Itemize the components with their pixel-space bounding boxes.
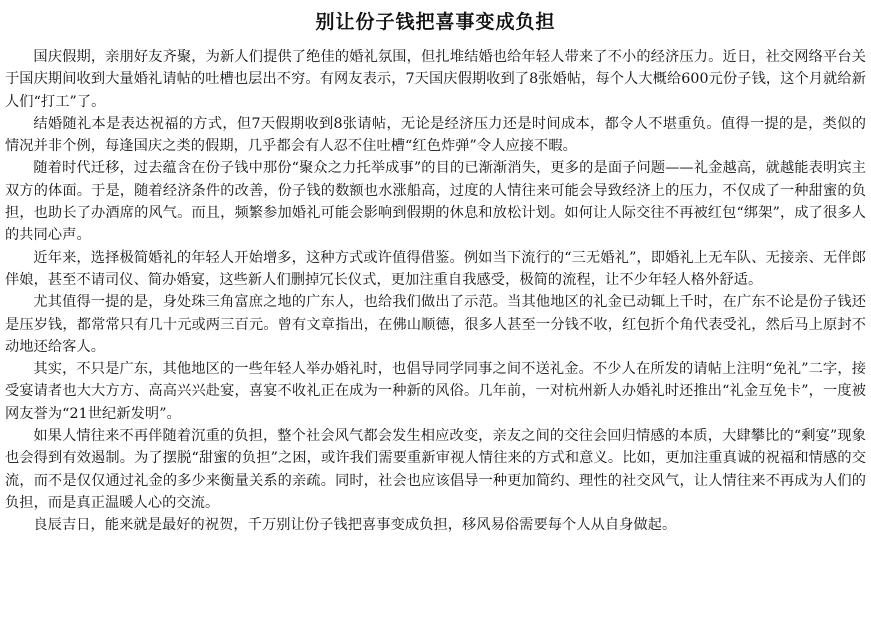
article-paragraph: 国庆假期，亲朋好友齐聚，为新人们提供了绝佳的婚礼氛围，但扎堆结婚也给年轻人带来了不小的经济压力。近日，社交网络平台关于国庆期间收到大量婚礼请帖的吐槽也层出不穷。有网友表示，7天国庆假期收到了8张婚帖，每个人大概给600元份子钱，这个月就给新人们“打工”了。 bbox=[5, 49, 866, 110]
article-paragraph: 结婚随礼本是表达祝福的方式，但7天假期收到8张请帖，无论是经济压力还是时间成本，都令人不堪重负。值得一提的是，类似的情况并非个例，每逢国庆之类的假期，几乎都会有人忍不住吐槽“红色炸弹”令人应接不暇。 bbox=[5, 115, 866, 155]
article-title: 别让份子钱把喜事变成负担 bbox=[315, 11, 556, 33]
article-paragraph: 尤其值得一提的是，身处珠三角富庶之地的广东人，也给我们做出了示范。当其他地区的礼金已动辄上千时，在广东不论是份子钱还是压岁钱，都常常只有几十元或两三百元。曾有文章指出，在佛山顺德，很多人甚至一分钱不收，红包折个角代表受礼，然后马上原封不动地还给客人。 bbox=[5, 294, 866, 355]
article-paragraph: 其实，不只是广东，其他地区的一些年轻人举办婚礼时，也倡导同学同事之间不送礼金。不少人在所发的请帖上注明“免礼”二字，接受宴请者也大大方方、高高兴兴赴宴，喜宴不收礼正在成为一种新的风俗。几年前，一对杭州新人办婚礼时还推出“礼金互免卡”，一度被网友誉为“21世纪新发明”。 bbox=[5, 361, 866, 422]
article-paragraph: 近年来，选择极简婚礼的年轻人开始增多，这种方式或许值得借鉴。例如当下流行的“三无婚礼”，即婚礼上无车队、无接亲、无伴郎伴娘，甚至不请司仪、简办婚宴，这些新人们删掉冗长仪式，更加注重自我感受，极简的流程，让不少年轻人格外舒适。 bbox=[5, 249, 866, 288]
article-paragraph: 随着时代迁移，过去蕴含在份子钱中那份“聚众之力托举成事”的目的已渐渐消失，更多的是面子问题——礼金越高，就越能表明宾主双方的体面。于是，随着经济条件的改善，份子钱的数额也水涨船高，过度的人情往来可能会导致经济上的压力，不仅成了一种甜蜜的负担，也助长了办酒席的风气。而且，频繁参加婚礼可能会影响到假期的休息和放松计划。如何让人际交往不再被红包“绑架”，成了很多人的共同心声。 bbox=[5, 160, 866, 244]
article-paragraph: 如果人情往来不再伴随着沉重的负担，整个社会风气都会发生相应改变，亲友之间的交往会回归情感的本质，大肆攀比的“剩宴”现象也会得到有效遏制。为了摆脱“甜蜜的负担”之困，或许我们需要重新审视人情往来的方式和意义。比如，更加注重真诚的祝福和情感的交流，而不是仅仅通过礼金的多少来衡量关系的亲疏。同时，社会也应该倡导一种更加简约、理性的社交风气，让人情往来不再成为人们的负担，而是真正温暖人心的交流。 bbox=[5, 428, 866, 511]
article-paragraph: 良辰吉日，能来就是最好的祝贺，千万别让份子钱把喜事变成负担，移风易俗需要每个人从自身做起。 bbox=[33, 517, 677, 534]
article-body bbox=[5, 46, 866, 537]
